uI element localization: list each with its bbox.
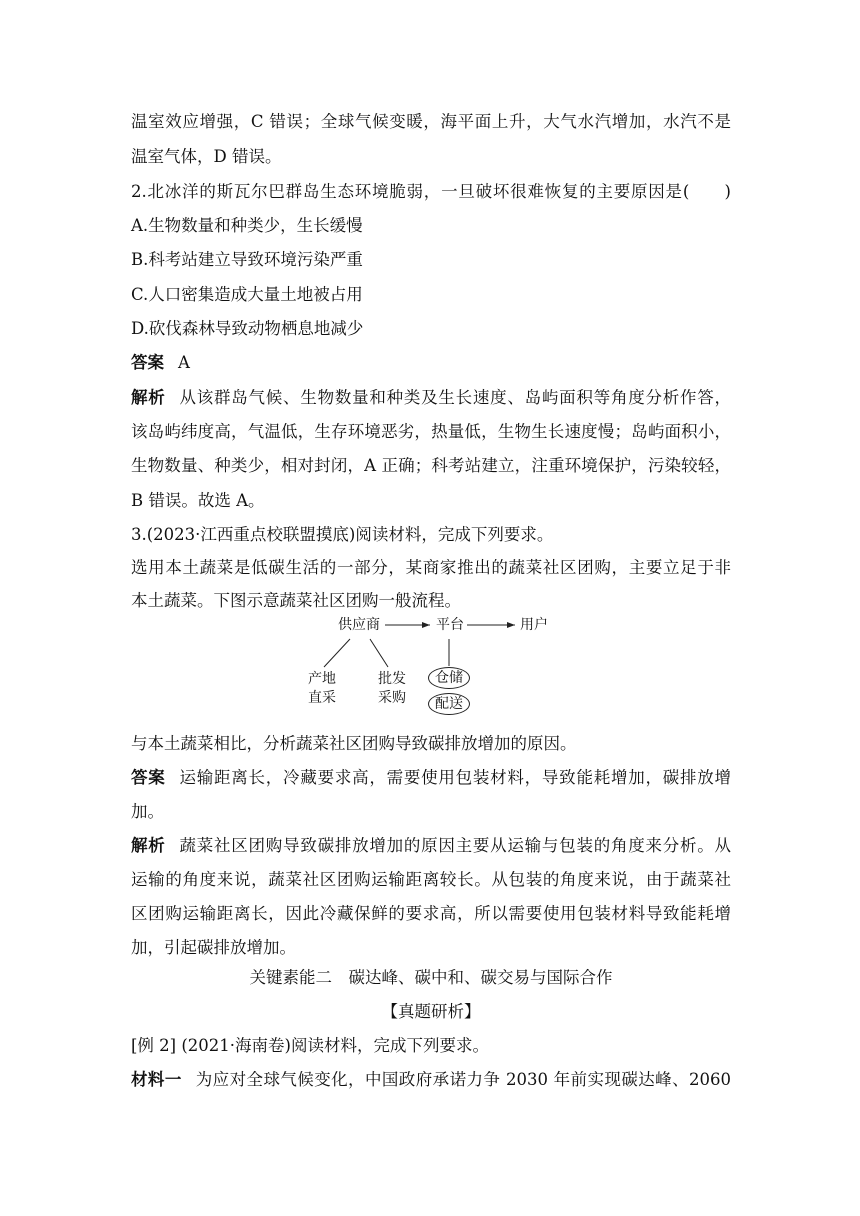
answer-text: 运输距离长，冷藏要求高，需要使用包装材料，导致能耗增加，碳排放增 bbox=[179, 768, 732, 787]
origin-node: 产地 bbox=[308, 671, 336, 687]
material-one-text: 为应对全球气候变化，中国政府承诺力争 2030 年前实现碳达峰、2060 bbox=[195, 1070, 731, 1089]
analysis-text: 蔬菜社区团购导致碳排放增加的原因主要从运输与包装的角度来分析。从 bbox=[179, 836, 732, 855]
analysis-text: B 错误。故选 A。 bbox=[131, 491, 265, 510]
question-3-stem: 3.(2023·江西重点校联盟摸底)阅读材料，完成下列要求。 bbox=[131, 525, 554, 544]
option-d: D.砍伐森林导致动物栖息地减少 bbox=[131, 319, 364, 338]
question-2-stem: 2.北冰洋的斯瓦尔巴群岛生态环境脆弱，一旦破坏很难恢复的主要原因是( ) bbox=[131, 182, 731, 201]
q3-analysis bbox=[131, 834, 731, 858]
answer-value: A bbox=[178, 353, 190, 372]
analysis-text: 运输的角度来说，蔬菜社区团购运输距离较长。从包装的角度来说，由于蔬菜社 bbox=[131, 870, 731, 889]
flow-diagram bbox=[300, 612, 560, 722]
material-text: 选用本土蔬菜是低碳生活的一部分，某商家推出的蔬菜社区团购，主要立足于非 bbox=[131, 558, 731, 577]
q2-analysis bbox=[131, 386, 731, 410]
user-node: 用户 bbox=[520, 617, 548, 633]
wholesale-node: 采购 bbox=[378, 690, 406, 706]
example-label: [例 2] bbox=[131, 1036, 177, 1055]
text-line: 温室气体，D 错误。 bbox=[131, 147, 282, 166]
option-c: C.人口密集造成大量土地被占用 bbox=[131, 285, 363, 304]
example-source: (2021·海南卷)阅读材料，完成下列要求。 bbox=[181, 1036, 489, 1055]
q2-answer bbox=[131, 351, 731, 375]
answer-text: 加。 bbox=[131, 802, 164, 821]
option-b: B.科考站建立导致环境污染严重 bbox=[131, 250, 363, 269]
analysis-label: 解析 bbox=[131, 836, 166, 855]
origin-node: 直采 bbox=[308, 690, 336, 706]
option-a: A.生物数量和种类少，生长缓慢 bbox=[131, 216, 363, 235]
analysis-label: 解析 bbox=[131, 388, 166, 407]
section-title: 关键素能二 碳达峰、碳中和、碳交易与国际合作 bbox=[249, 968, 613, 987]
analysis-text: 该岛屿纬度高，气温低，生存环境恶劣，热量低，生物生长速度慢；岛屿面积小， bbox=[131, 422, 731, 441]
supplier-node: 供应商 bbox=[338, 617, 380, 633]
analysis-text: 生物数量、种类少，相对封闭，A 正确；科考站建立，注重环境保护，污染较轻， bbox=[131, 456, 731, 475]
branch-line-wholesale bbox=[370, 639, 388, 667]
text-line: 温室效应增强，C 错误；全球气候变暖，海平面上升，大气水汽增加，水汽不是 bbox=[131, 112, 731, 131]
material-text: 本土蔬菜。下图示意蔬菜社区团购一般流程。 bbox=[131, 591, 461, 610]
storage-node: 仓储 bbox=[428, 667, 470, 689]
analysis-text: 加，引起碳排放增加。 bbox=[131, 938, 296, 957]
wholesale-node: 批发 bbox=[378, 671, 406, 687]
question-3-prompt: 与本土蔬菜相比，分析蔬菜社区团购导致碳排放增加的原因。 bbox=[131, 734, 577, 753]
analysis-text: 从该群岛气候、生物数量和种类及生长速度、岛屿面积等角度分析作答， bbox=[179, 388, 732, 407]
answer-label: 答案 bbox=[131, 768, 166, 787]
q3-answer bbox=[131, 766, 731, 790]
analysis-text: 区团购运输距离长，因此冷藏保鲜的要求高，所以需要使用包装材料导致能耗增 bbox=[131, 904, 731, 923]
material-one-label: 材料一 bbox=[131, 1070, 182, 1089]
branch-line-origin bbox=[324, 639, 350, 667]
delivery-node: 配送 bbox=[428, 693, 470, 715]
answer-label: 答案 bbox=[131, 353, 164, 372]
material-one bbox=[131, 1068, 731, 1092]
platform-node: 平台 bbox=[436, 617, 464, 633]
subsection-title: 【真题研析】 bbox=[381, 1002, 481, 1021]
example-heading bbox=[131, 1034, 731, 1058]
